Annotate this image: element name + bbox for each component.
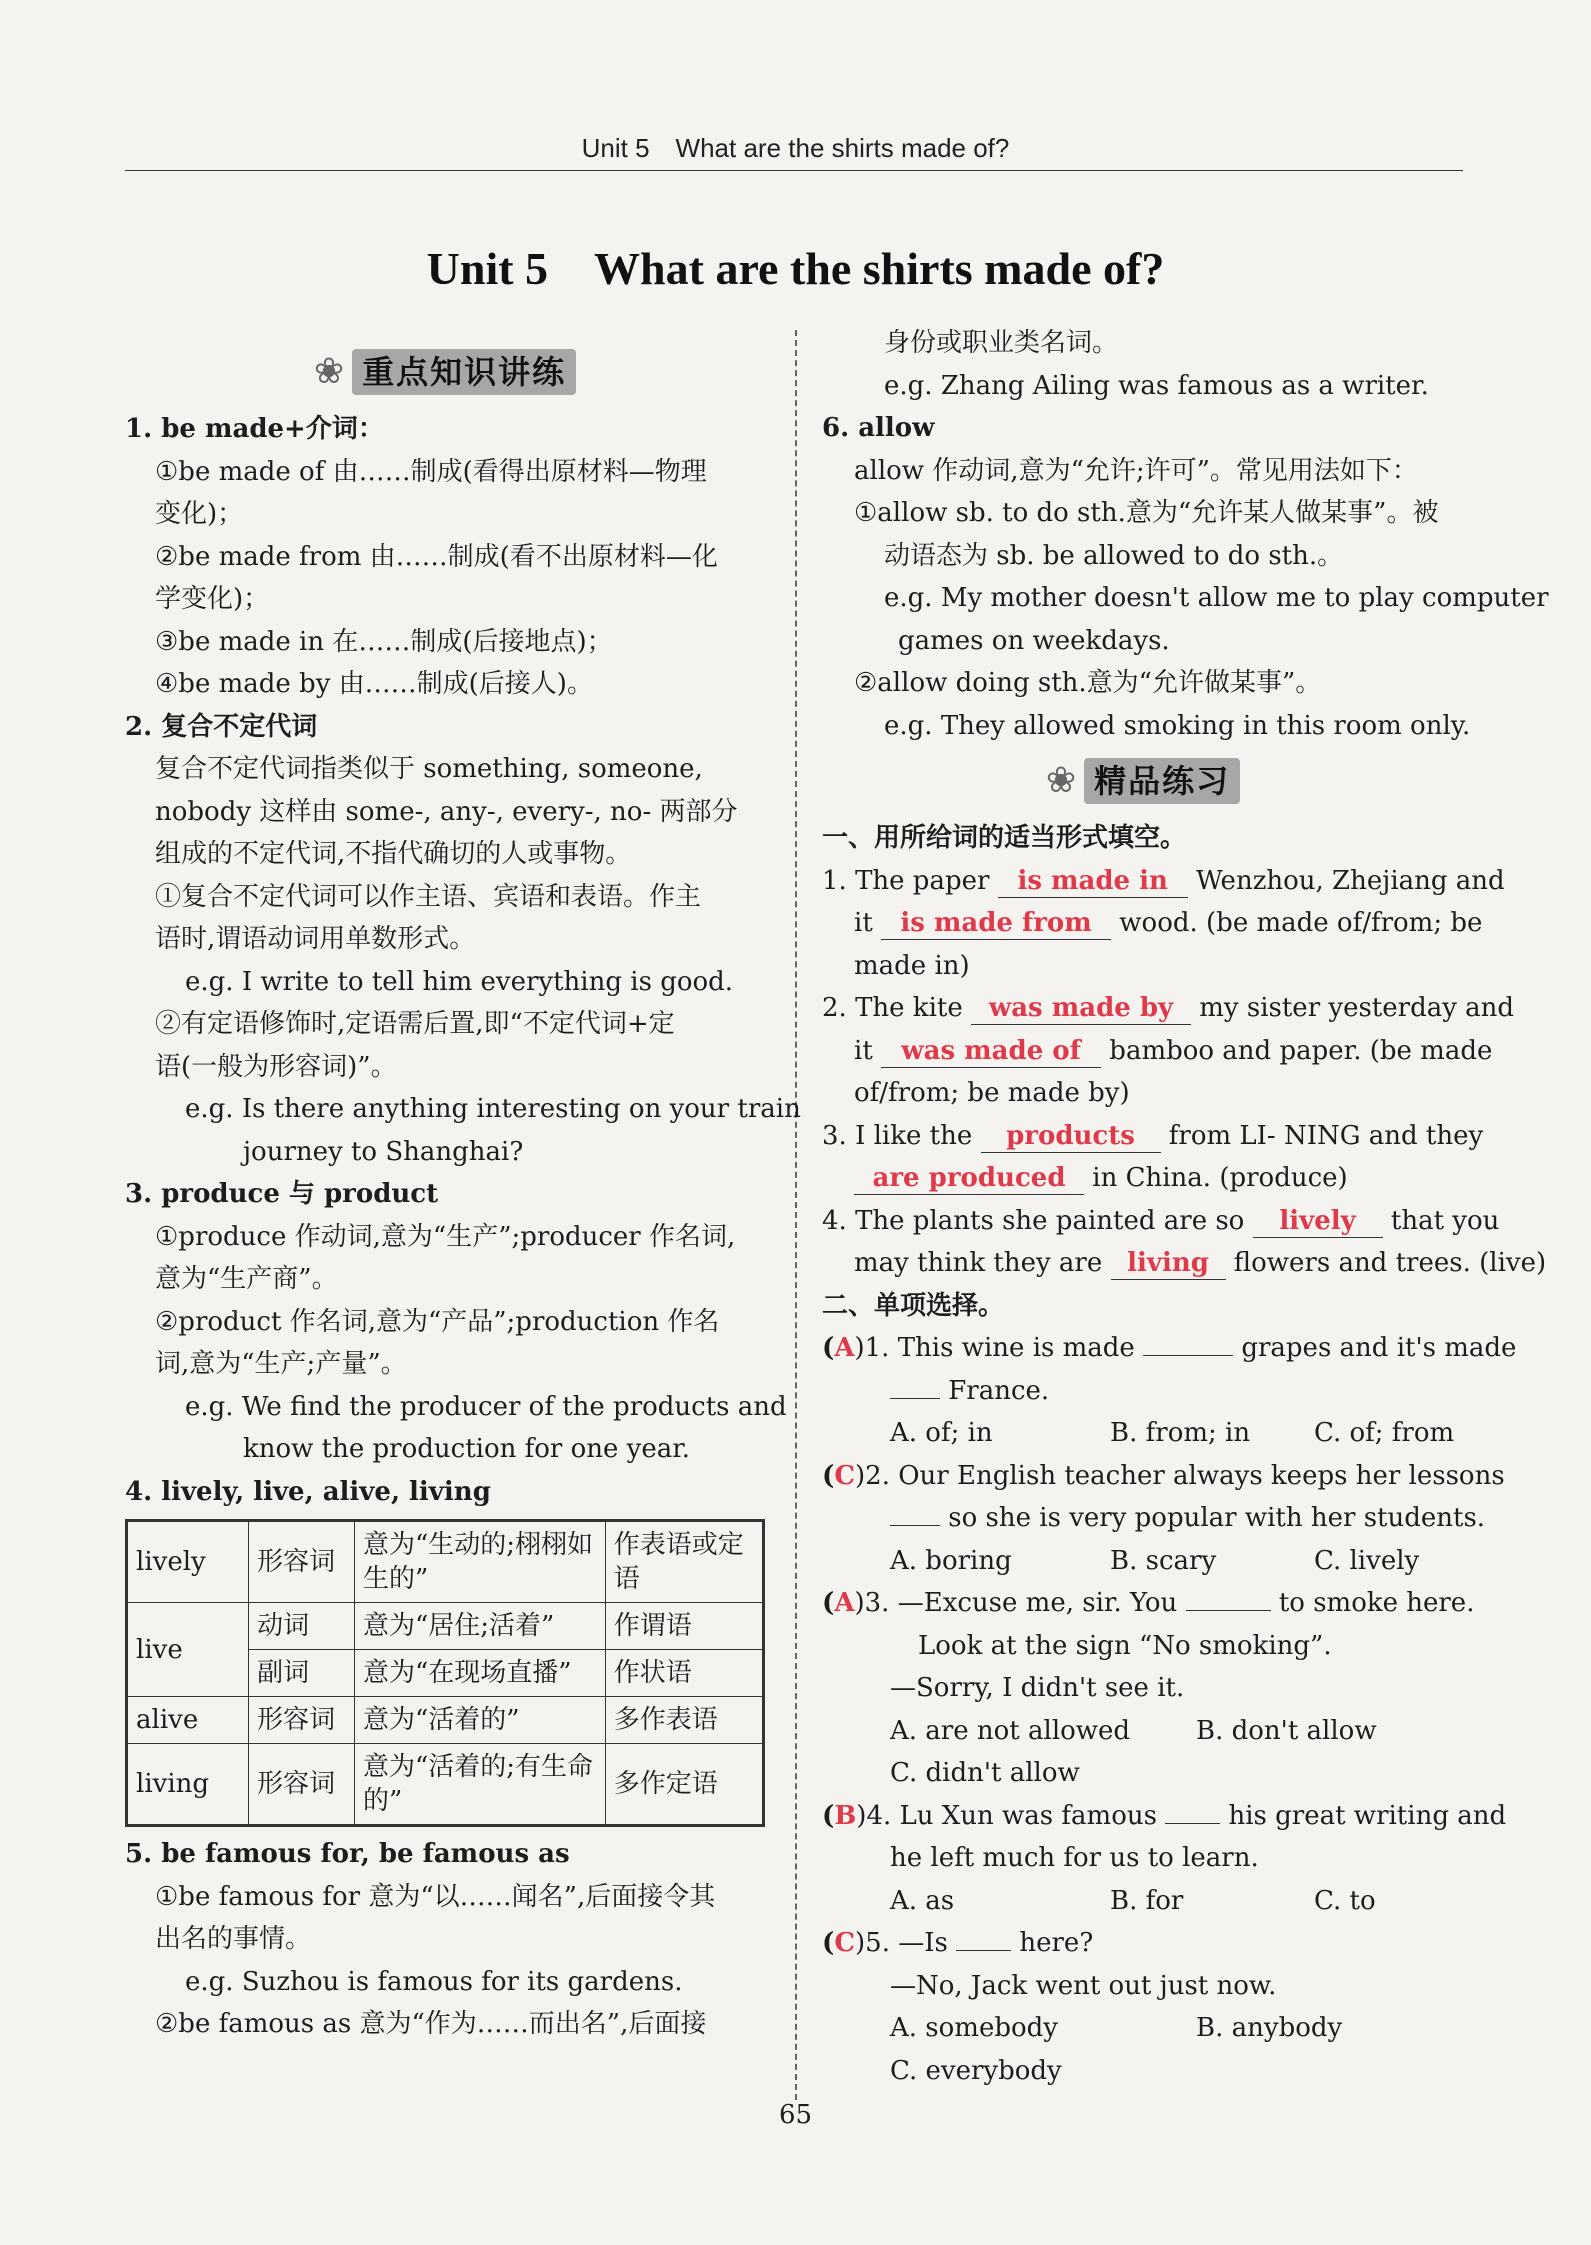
text-line: 学变化)；: [155, 584, 270, 614]
text-line: ①be famous for 意为“以……闻名”,后面接令其: [155, 1881, 716, 1912]
blank-line: [890, 1525, 940, 1526]
right-column: [822, 322, 1549, 2092]
chosen-answer: C: [834, 1928, 856, 1958]
table-cell: 形容词: [249, 1697, 355, 1744]
chosen-answer: A: [834, 1588, 855, 1618]
question-text: he left much for us to learn.: [890, 1843, 1259, 1873]
question-text: it: [854, 908, 873, 938]
option: A. of; in: [890, 1418, 993, 1448]
banner-label: 重点知识讲练: [352, 349, 576, 396]
text-line: 语时,谓语动词用单数形式。: [155, 924, 476, 954]
question-text: )5. —Is: [855, 1928, 948, 1958]
header-rule: [125, 170, 1463, 171]
question-text: bamboo and paper. (be made: [1109, 1035, 1493, 1066]
question-text: )2. Our English teacher always keeps her lessons: [855, 1460, 1505, 1491]
mc-options: [822, 1412, 1464, 1455]
example-line: e.g. Is there anything interesting on your train: [185, 1094, 801, 1124]
question-text: from LI- NING and they: [1168, 1120, 1484, 1151]
example-line: e.g. They allowed smoking in this room only.: [884, 710, 1471, 741]
page-title: Unit 5 What are the shirts made of?: [426, 243, 1165, 294]
mc-options: [822, 1540, 1464, 1583]
option: C. didn't allow: [890, 1758, 1080, 1788]
question-text: Wenzhou, Zhejiang and: [1195, 865, 1505, 896]
paren: (: [822, 1800, 835, 1831]
answer-blank: was made of: [881, 1035, 1101, 1068]
option: C. to: [1314, 1885, 1376, 1916]
text-line: ①复合不定代词可以作主语、宾语和表语。作主: [155, 881, 702, 912]
text-line: 词,意为“生产;产量”。: [155, 1349, 407, 1379]
table-cell: 形容词: [249, 1521, 355, 1603]
option: A. are not allowed: [890, 1715, 1131, 1746]
table-cell: lively: [127, 1521, 249, 1603]
example-line: know the production for one year.: [243, 1434, 691, 1464]
question-text: )4. Lu Xun was famous: [856, 1800, 1157, 1831]
text-line: 身份或职业类名词。: [884, 328, 1119, 358]
text-line: ②be made from 由……制成(看不出原材料—化: [155, 541, 718, 572]
table-cell: 意为“活着的;有生命的”: [354, 1744, 605, 1826]
text-line: ④be made by 由……制成(后接人)。: [155, 669, 593, 699]
table-row: [127, 1521, 764, 1603]
example-line: e.g. We find the producer of the products and: [185, 1391, 787, 1422]
table-cell: 动词: [249, 1603, 355, 1650]
question-text: so she is very popular with her students.: [948, 1503, 1486, 1533]
question-text: —No, Jack went out just now.: [890, 1970, 1277, 2001]
flower-icon: ❀: [1045, 759, 1077, 801]
answer-blank: lively: [1253, 1205, 1383, 1238]
text-line: ②be famous as 意为“作为……而出名”,后面接: [155, 2009, 707, 2039]
table-row: [127, 1603, 764, 1650]
point-heading: 2. 复合不定代词: [125, 711, 318, 742]
question-text: may think they are: [854, 1248, 1103, 1278]
example-line: e.g. Suzhou is famous for its gardens.: [185, 1966, 683, 1997]
left-column: [125, 338, 801, 2046]
part-title: 二、单项选择。: [822, 1290, 1005, 1321]
paren: (: [822, 1460, 835, 1491]
question-text: flowers and trees. (live): [1233, 1248, 1547, 1278]
text-line: ①allow sb. to do sth.意为“允许某人做某事”。被: [854, 498, 1439, 528]
text-line: 复合不定代词指类似于 something, someone,: [155, 754, 703, 784]
blank-line: [1186, 1610, 1271, 1611]
question-text: 2. The kite: [822, 993, 963, 1023]
paren: (: [822, 1928, 835, 1958]
mc-question: [822, 1795, 1507, 1838]
mc-question: [822, 1327, 1517, 1370]
text-line: ③be made in 在……制成(后接地点)；: [155, 626, 613, 657]
table-cell: 副词: [249, 1650, 355, 1697]
blank-line: [890, 1398, 940, 1399]
text-line: ①be made of 由……制成(看得出原材料—物理: [155, 456, 707, 487]
question-text: )3. —Excuse me, sir. You: [854, 1588, 1178, 1618]
fill-question: [822, 860, 1505, 903]
text-line: allow 作动词,意为“允许;许可”。常见用法如下：: [854, 455, 1418, 486]
option: A. boring: [890, 1545, 1012, 1576]
fill-question: [822, 1115, 1484, 1158]
table-cell: 作表语或定语: [605, 1521, 763, 1603]
usage-table: [125, 1519, 765, 1827]
section-banner-practice: [822, 751, 1464, 811]
example-line: e.g. My mother doesn't allow me to play computer: [884, 583, 1549, 613]
mc-options: [822, 1710, 1464, 1753]
question-text: my sister yesterday and: [1199, 993, 1515, 1023]
question-text: made in): [854, 950, 970, 981]
fill-question: [822, 1200, 1500, 1243]
question-text: that you: [1390, 1205, 1500, 1236]
column-divider: [795, 330, 797, 2100]
answer-blank: living: [1111, 1247, 1226, 1280]
blank-line: [956, 1950, 1011, 1951]
section-banner-key-points: [125, 342, 765, 402]
text-line: 组成的不定代词,不指代确切的人或事物。: [155, 839, 632, 869]
text-line: 动语态为 sb. be allowed to do sth.。: [884, 540, 1344, 571]
table-cell: 形容词: [249, 1744, 355, 1826]
chosen-answer: C: [834, 1460, 856, 1491]
mc-question: [822, 1455, 1505, 1498]
question-text: 4. The plants she painted are so: [822, 1205, 1245, 1236]
fill-question: [822, 1242, 1547, 1285]
option: C. of; from: [1314, 1418, 1455, 1448]
answer-blank: are produced: [854, 1162, 1084, 1195]
text-line: 变化)；: [155, 499, 244, 529]
point-heading: 1. be made+介词：: [125, 414, 384, 444]
question-text: )1. This wine is made: [854, 1333, 1135, 1363]
table-cell: 作谓语: [605, 1603, 763, 1650]
question-text: 1. The paper: [822, 865, 990, 896]
table-cell: 意为“居住;活着”: [354, 1603, 605, 1650]
table-row: [127, 1697, 764, 1744]
option: B. scary: [1110, 1545, 1217, 1576]
mc-options: [822, 1880, 1464, 1923]
question-text: France.: [948, 1375, 1050, 1406]
table-cell: 作状语: [605, 1650, 763, 1697]
part-title: 一、用所给词的适当形式填空。: [822, 823, 1187, 853]
option: B. from; in: [1110, 1418, 1251, 1448]
text-line: ②product 作名词,意为“产品”;production 作名: [155, 1306, 720, 1337]
chosen-answer: B: [834, 1800, 857, 1831]
table-row: [127, 1744, 764, 1826]
question-text: grapes and it's made: [1241, 1333, 1517, 1363]
example-line: e.g. Zhang Ailing was famous as a writer.: [884, 370, 1429, 401]
text-line: nobody 这样由 some-, any-, every-, no- 两部分: [155, 796, 738, 827]
answer-blank: was made by: [971, 992, 1191, 1025]
question-text: here?: [1019, 1928, 1094, 1958]
blank-line: [1143, 1355, 1233, 1356]
question-text: 3. I like the: [822, 1120, 973, 1151]
question-text: it: [854, 1035, 873, 1066]
mc-question: [822, 1582, 1475, 1625]
question-text: Look at the sign “No smoking”.: [918, 1630, 1332, 1661]
example-line: games on weekdays.: [898, 625, 1170, 656]
option: A. somebody: [890, 2013, 1058, 2043]
fill-question: [822, 987, 1515, 1030]
point-heading: 4. lively, live, alive, living: [125, 1476, 491, 1507]
chosen-answer: A: [834, 1333, 855, 1363]
paren: (: [822, 1333, 835, 1363]
flower-icon: ❀: [313, 350, 345, 392]
text-line: 意为“生产商”。: [155, 1264, 338, 1294]
point-heading: 6. allow: [822, 413, 935, 443]
page-number: 65: [778, 2100, 813, 2130]
text-line: ①produce 作动词,意为“生产”;producer 作名词,: [155, 1221, 736, 1252]
example-line: e.g. I write to tell him everything is good.: [185, 966, 734, 997]
table-cell: 多作表语: [605, 1697, 763, 1744]
text-line: 语(一般为形容词)”。: [155, 1051, 397, 1082]
answer-blank: products: [981, 1120, 1161, 1153]
point-heading: 3. produce 与 product: [125, 1179, 439, 1209]
fill-question: [822, 1030, 1493, 1073]
option: C. everybody: [890, 2055, 1062, 2086]
table-cell: 多作定语: [605, 1744, 763, 1826]
question-text: of/from; be made by): [854, 1078, 1130, 1108]
mc-question: [822, 1497, 1486, 1540]
text-line: ②allow doing sth.意为“允许做某事”。: [854, 668, 1322, 698]
text-line: 出名的事情。: [155, 1924, 312, 1954]
fill-question: [822, 902, 1483, 945]
question-text: to smoke here.: [1278, 1588, 1475, 1618]
mc-question: [822, 1370, 1464, 1413]
option: C. lively: [1314, 1545, 1420, 1576]
fill-question: [822, 1157, 1464, 1200]
blank-line: [1165, 1823, 1220, 1824]
answer-blank: is made in: [998, 865, 1188, 898]
question-text: wood. (be made of/from; be: [1119, 908, 1483, 938]
table-cell: alive: [127, 1697, 249, 1744]
table-cell: 意为“在现场直播”: [354, 1650, 605, 1697]
table-cell: living: [127, 1744, 249, 1826]
banner-label: 精品练习: [1084, 758, 1240, 805]
mc-question: [822, 1922, 1464, 1965]
table-cell: live: [127, 1603, 249, 1697]
question-text: —Sorry, I didn't see it.: [890, 1673, 1185, 1703]
table-cell: 意为“生动的;栩栩如生的”: [354, 1521, 605, 1603]
option: B. anybody: [1196, 2013, 1343, 2043]
question-text: in China. (produce): [1092, 1163, 1348, 1193]
question-text: his great writing and: [1228, 1800, 1507, 1831]
paren: (: [822, 1588, 835, 1618]
option: A. as: [890, 1885, 955, 1916]
text-line: ②有定语修饰时,定语需后置,即“不定代词+定: [155, 1009, 675, 1039]
running-header: Unit 5 What are the shirts made of?: [581, 133, 1010, 163]
option: B. for: [1110, 1885, 1184, 1916]
table-cell: 意为“活着的”: [354, 1697, 605, 1744]
answer-blank: is made from: [881, 907, 1111, 940]
point-heading: 5. be famous for, be famous as: [125, 1839, 570, 1869]
mc-options: [822, 2007, 1464, 2050]
example-line: journey to Shanghai?: [243, 1136, 524, 1167]
option: B. don't allow: [1196, 1715, 1377, 1746]
